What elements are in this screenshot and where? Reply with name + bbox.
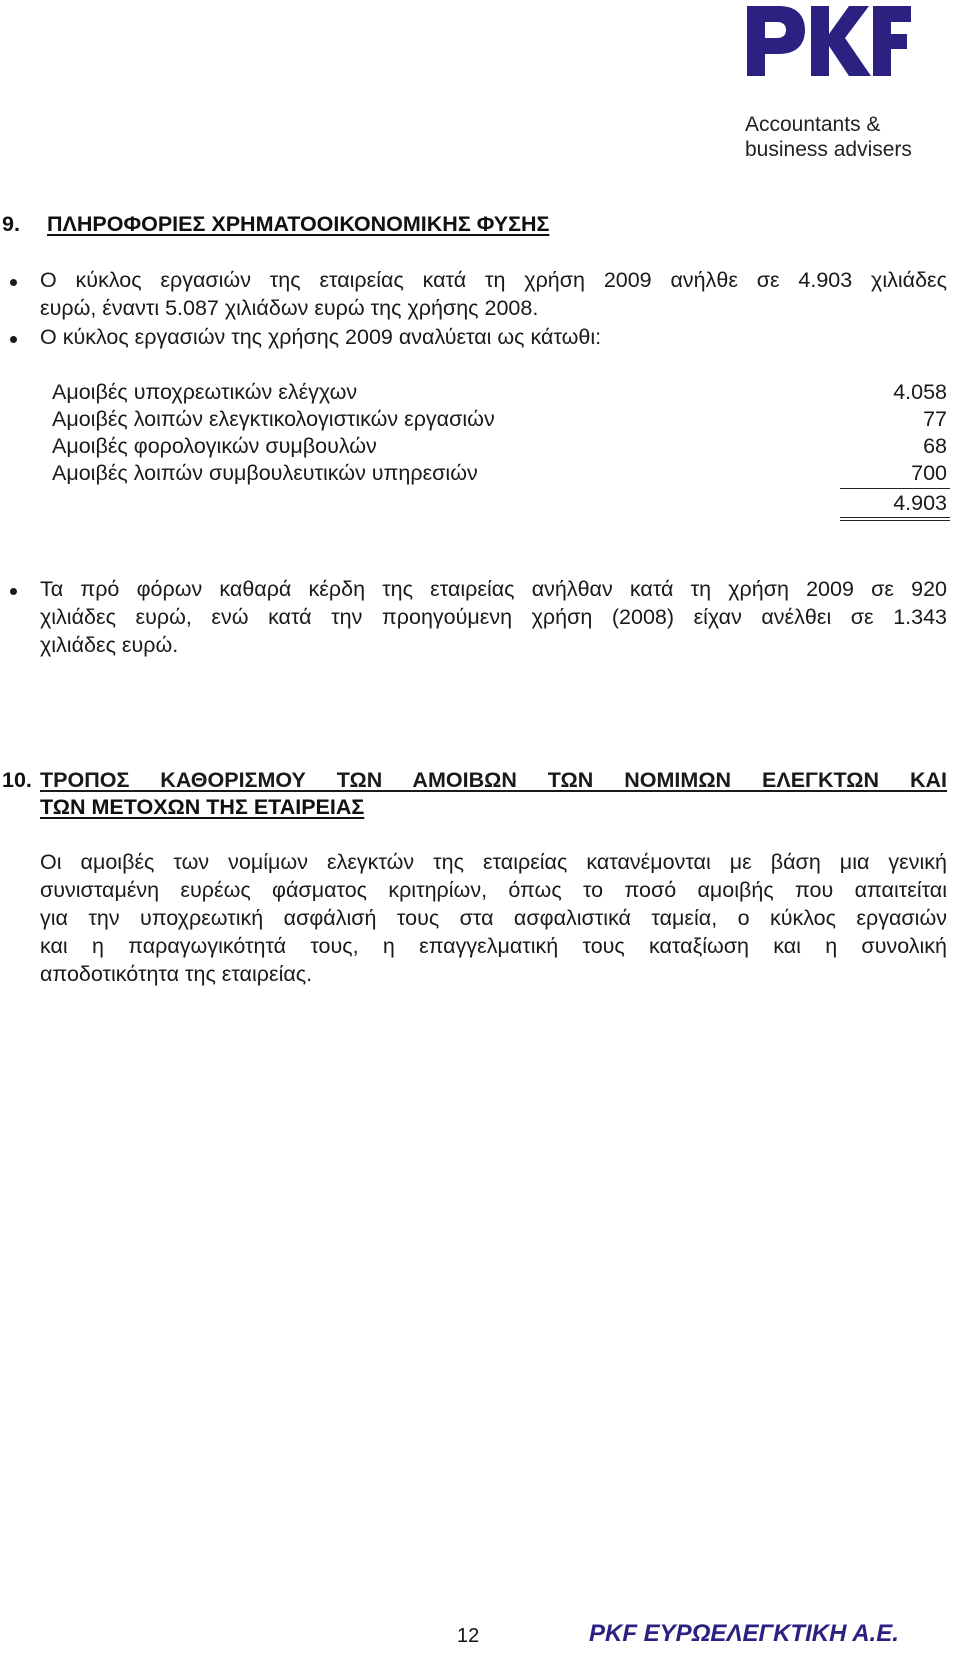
bullet-3-line-1: Τα πρό φόρων καθαρά κέρδη της εταιρείας ανήλθαν κατά τη χρήση 2009 σε 920 <box>40 577 947 601</box>
section-10-title-text-2: ΤΩΝ ΜΕΤΟΧΩΝ ΤΗΣ ΕΤΑΙΡΕΙΑΣ <box>40 795 365 819</box>
logo-tagline <box>745 112 912 162</box>
row-value: 68 <box>923 434 947 458</box>
section-9-title <box>47 212 549 237</box>
paragraph-line: Οι αμοιβές των νομίμων ελεγκτών της εταιρείας κατανέμονται με βάση μια γενική <box>40 850 947 874</box>
tagline-line-2: business advisers <box>745 138 912 161</box>
footer-firm-name: PKF ΕΥΡΩΕΛΕΓΚΤΙΚΗ Α.Ε. <box>589 1620 899 1647</box>
section-10-title-text-1: ΤΡΟΠΟΣ ΚΑΘΟΡΙΣΜΟΥ ΤΩΝ ΑΜΟΙΒΩΝ ΤΩΝ ΝΟΜΙΜΩΝ ΕΛΕΓΚΤΩΝ ΚΑΙ <box>40 768 947 792</box>
bullet-dot <box>10 336 17 343</box>
paragraph-line: αποδοτικότητα της εταιρείας. <box>40 962 313 986</box>
row-label: Αμοιβές φορολογικών συμβουλών <box>52 434 377 458</box>
row-value: 700 <box>911 461 947 485</box>
row-label: Αμοιβές υποχρεωτικών ελέγχων <box>52 380 358 404</box>
bullet-3-line-2: χιλιάδες ευρώ, ενώ κατά την προηγούμενη χρήση (2008) είχαν ανέλθει σε 1.343 <box>40 605 947 629</box>
subtotal-rule <box>840 488 950 489</box>
page-number: 12 <box>457 1625 480 1647</box>
section-9-title-text: ΠΛΗΡΟΦΟΡΙΕΣ ΧΡΗΜΑΤΟΟΙΚΟΝΟΜΙΚΗΣ ΦΥΣΗΣ <box>47 212 550 236</box>
table-total-value: 4.903 <box>893 491 947 515</box>
bullet-dot <box>10 279 17 286</box>
bullet-dot <box>10 588 17 595</box>
paragraph-line: για την υποχρεωτική ασφάλισή τους στα ασφαλιστικά ταμεία, ο κύκλος εργασιών <box>40 906 947 930</box>
paragraph-line: συνισταμένη ευρέως φάσματος κριτηρίων, όπως το ποσό αμοιβής που απαιτείται <box>40 878 947 902</box>
total-double-rule <box>840 517 950 521</box>
section-10-title-line-1 <box>40 768 947 793</box>
row-label: Αμοιβές λοιπών συμβουλευτικών υπηρεσιών <box>52 461 478 485</box>
bullet-1-line-1: Ο κύκλος εργασιών της εταιρείας κατά τη χρήση 2009 ανήλθε σε 4.903 χιλιάδες <box>40 268 947 292</box>
bullet-3-line-3: χιλιάδες ευρώ. <box>40 633 179 657</box>
bullet-2-text: Ο κύκλος εργασιών της χρήσης 2009 αναλύεται ως κάτωθι: <box>40 325 602 349</box>
section-9-number: 9. <box>2 212 20 236</box>
section-10-title-line-2 <box>40 795 364 820</box>
row-label: Αμοιβές λοιπών ελεγκτικολογιστικών εργασιών <box>52 407 495 431</box>
row-value: 4.058 <box>893 380 947 404</box>
section-10-number: 10. <box>2 768 32 792</box>
pkf-logo-mark <box>745 4 913 78</box>
row-value: 77 <box>923 407 947 431</box>
paragraph-line: και η παραγωγικότητά τους, η επαγγελματική τους καταξίωση και η συνολική <box>40 934 947 958</box>
tagline-line-1: Accountants & <box>745 113 881 136</box>
bullet-1-line-2: ευρώ, έναντι 5.087 χιλιάδων ευρώ της χρήσης 2008. <box>40 296 539 320</box>
